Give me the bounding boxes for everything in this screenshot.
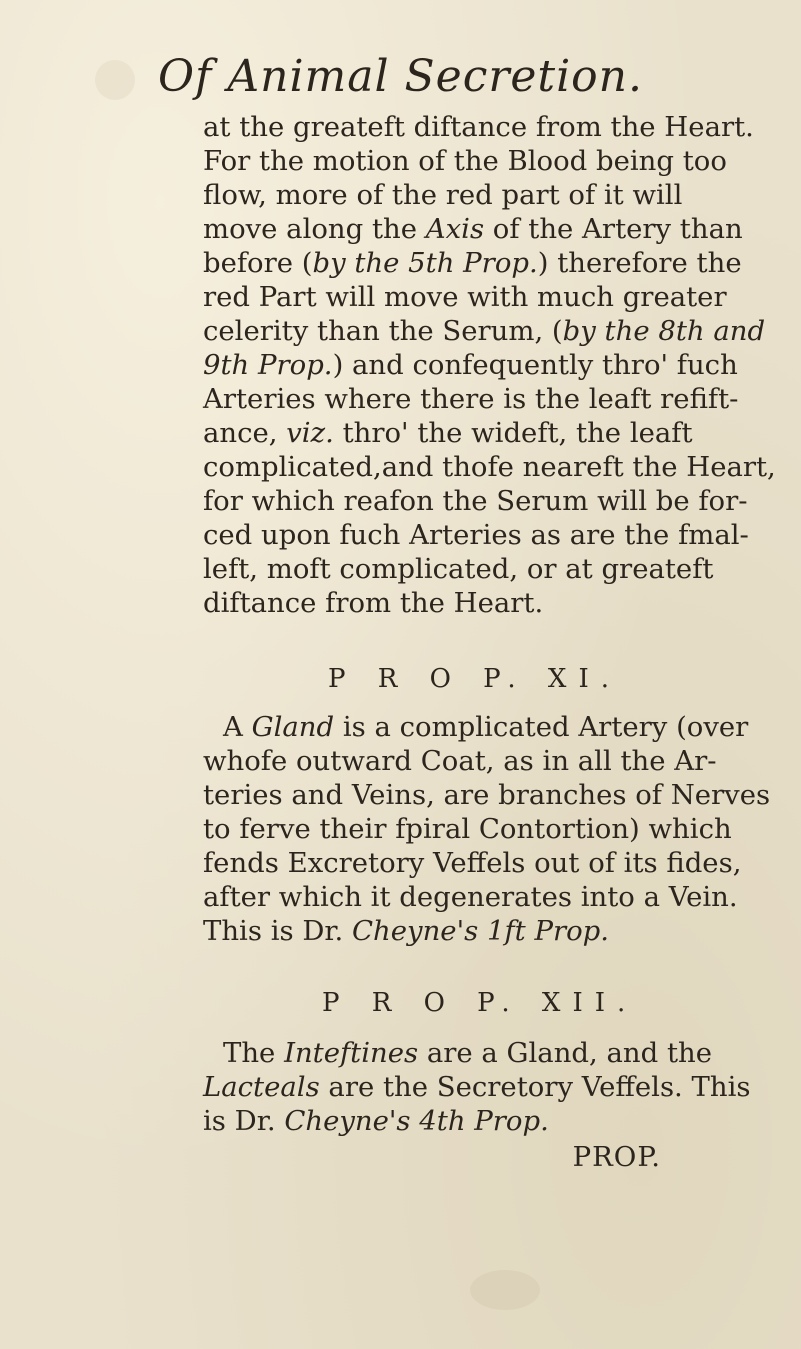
text-segment: is a complicated Artery (over — [334, 711, 749, 743]
prop-11-heading — [0, 662, 801, 696]
text-line — [203, 314, 766, 348]
text-line — [203, 1036, 712, 1070]
text-segment: are a Gland, and the — [418, 1037, 712, 1069]
text-line — [203, 586, 661, 620]
italic-segment: viz. — [286, 417, 334, 449]
text-line — [203, 846, 742, 880]
text-line — [203, 1104, 661, 1138]
text-line — [203, 914, 661, 948]
italic-segment: Gland — [251, 711, 335, 743]
text-segment: A — [223, 711, 252, 743]
prop-12-text — [203, 1036, 751, 1138]
text-line — [203, 178, 683, 212]
text-segment: teries and Veins, are branches of Nerves — [203, 779, 771, 811]
catchword: PROP. — [572, 1141, 661, 1173]
text-segment: ) and confequently thro' fuch — [332, 349, 738, 381]
text-segment: are the Secretory Veffels. This — [319, 1071, 751, 1103]
paper-stain — [470, 1270, 540, 1310]
text-segment: For the motion of the Blood being too — [203, 145, 727, 177]
italic-segment: Cheyne's 1ft Prop. — [352, 915, 609, 947]
text-segment: for which reafon the Serum will be for- — [203, 485, 748, 517]
text-line — [203, 348, 738, 382]
text-line — [203, 518, 749, 552]
text-line — [203, 778, 771, 812]
paragraph-1 — [203, 110, 776, 620]
text-line — [203, 1070, 751, 1104]
text-segment: celerity than the Serum, ( — [203, 315, 563, 347]
text-segment: red Part will move with much greater — [203, 281, 727, 313]
text-segment: whofe outward Coat, as in all the Ar- — [203, 745, 717, 777]
text-line — [203, 710, 749, 744]
italic-segment: 9th Prop. — [203, 349, 333, 381]
italic-segment: Lacteals — [203, 1071, 320, 1103]
text-segment: before ( — [203, 247, 313, 279]
text-line — [203, 744, 717, 778]
text-segment: ced upon fuch Arteries as are the fmal- — [203, 519, 749, 551]
text-segment: fends Excretory Veffels out of its fides, — [203, 847, 742, 879]
text-line — [203, 280, 727, 314]
text-segment: flow, more of the red part of it will — [203, 179, 683, 211]
text-line — [203, 552, 714, 586]
italic-segment: Inteftines — [284, 1037, 419, 1069]
italic-segment: Axis — [425, 213, 485, 245]
text-line — [203, 880, 738, 914]
text-segment: ) therefore the — [537, 247, 742, 279]
text-segment: at the greateft diftance from the Heart. — [203, 111, 754, 143]
text-segment: left, moft complicated, or at greateft — [203, 553, 714, 585]
text-segment: thro' the wideft, the leaft — [333, 417, 693, 449]
text-line — [203, 450, 776, 484]
text-segment: move along the — [203, 213, 426, 245]
text-segment: Arteries where there is the leaft refift- — [203, 383, 739, 415]
catchword-row — [203, 1140, 661, 1174]
text-line — [203, 246, 742, 280]
text-line — [203, 144, 727, 178]
italic-segment: by the 5th Prop. — [312, 247, 538, 279]
prop-12-heading-text: P R O P. XII. — [322, 988, 638, 1018]
text-line — [203, 110, 754, 144]
italic-segment: Cheyne's 4th Prop. — [284, 1105, 549, 1137]
text-segment: The — [223, 1037, 285, 1069]
text-segment: to ferve their fpiral Contortion) which — [203, 813, 732, 845]
text-line — [203, 416, 693, 450]
text-line — [203, 382, 739, 416]
running-head: Of Animal Secretion. — [157, 51, 643, 102]
text-segment: of the Artery than — [484, 213, 743, 245]
text-line — [203, 212, 743, 246]
prop-11-text — [203, 710, 771, 948]
text-segment: is Dr. — [203, 1105, 285, 1137]
italic-segment: by the 8th and — [562, 315, 766, 347]
text-line — [203, 484, 748, 518]
text-segment: complicated,and thofe neareft the Heart, — [203, 451, 776, 483]
prop-12-heading — [0, 986, 801, 1020]
prop-11-heading-text: P R O P. XI. — [328, 664, 621, 694]
text-segment: diftance from the Heart. — [203, 587, 544, 619]
text-segment: This is Dr. — [203, 915, 353, 947]
text-segment: ance, — [203, 417, 287, 449]
text-line — [203, 812, 732, 846]
text-segment: after which it degenerates into a Vein. — [203, 881, 738, 913]
